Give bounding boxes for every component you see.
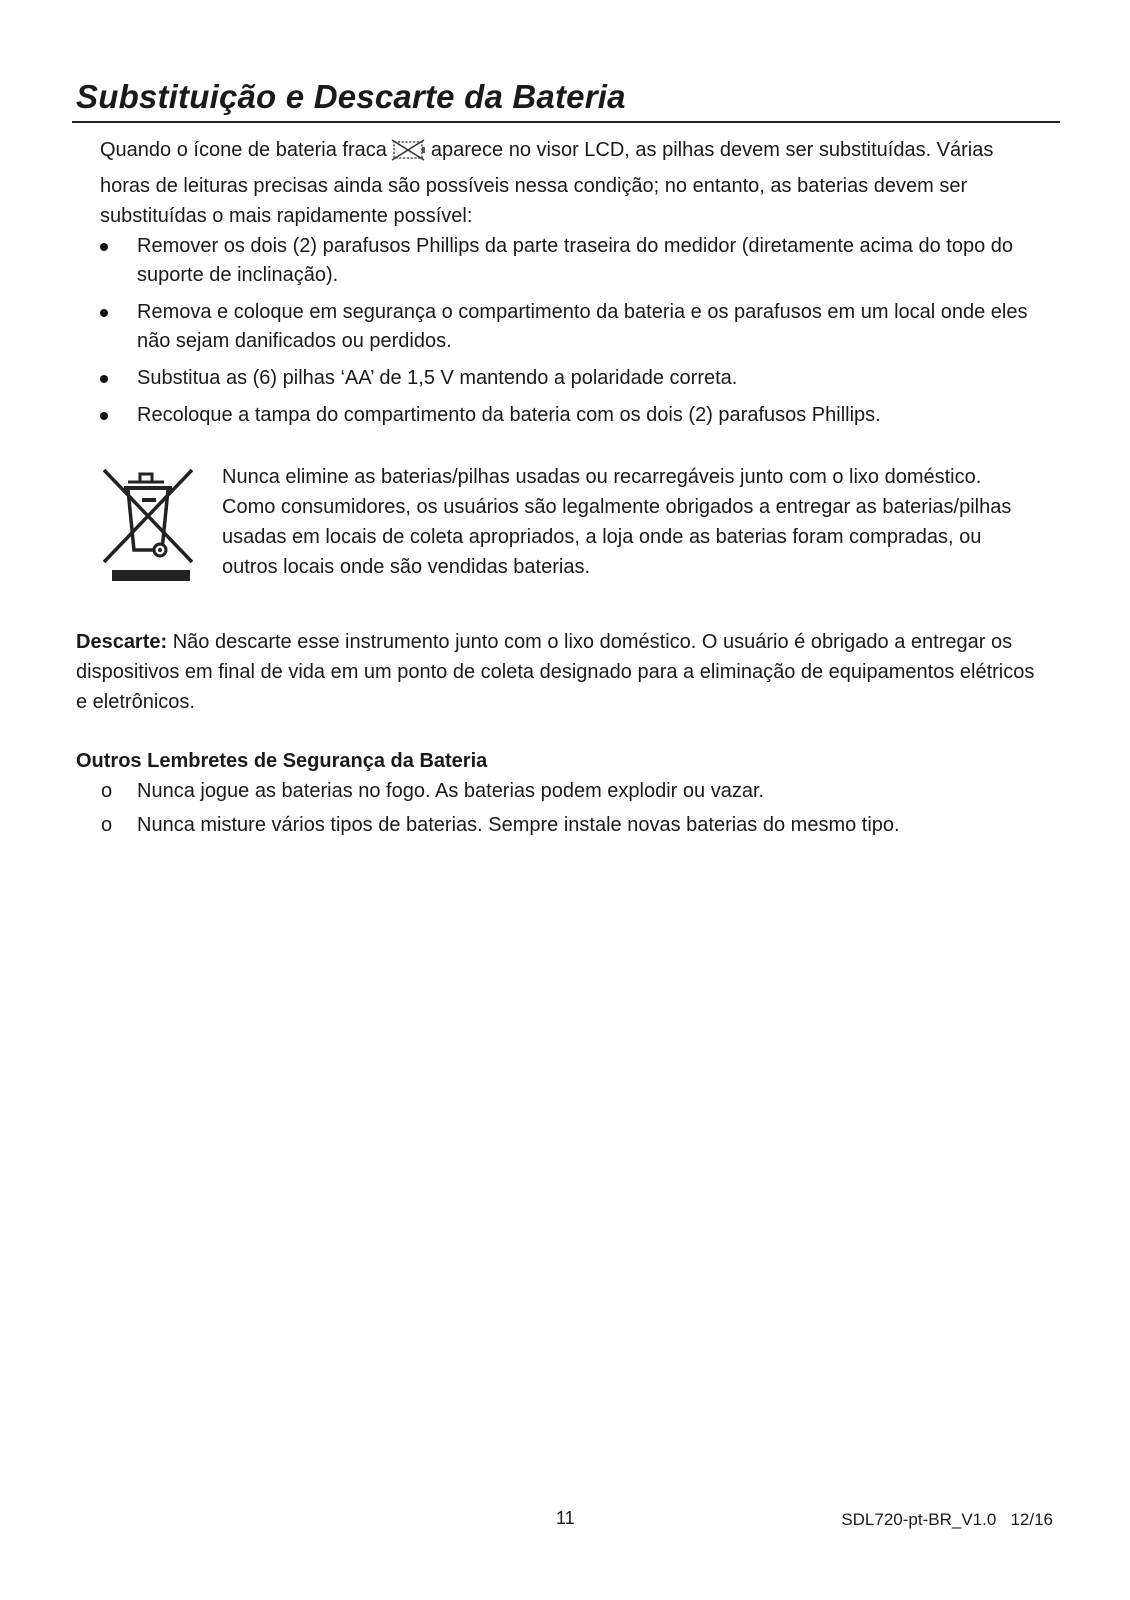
- notice-line: Como consumidores, os usuários são legalmente obrigados a entregar as baterias/pilhas usadas em locais de coleta apropriados, a loja onde as baterias foram compradas, ou outros locais onde são vendidas baterias.: [222, 496, 1012, 578]
- bullet-icon: [100, 243, 108, 251]
- disposal-text: Não descarte esse instrumento junto com o lixo doméstico. O usuário é obrigado a entregar os dispositivos em final de vida em um ponto de coleta designado para a eliminação de equipamentos elétricos e eletrônicos.: [76, 631, 1035, 713]
- list-item: [100, 298, 1045, 356]
- disposal-label: Descarte:: [76, 631, 168, 653]
- step-text: Remova e coloque em segurança o compartimento da bateria e os parafusos em um local onde eles não sejam danificados ou perdidos.: [137, 301, 1028, 352]
- safety-heading: Outros Lembretes de Segurança da Bateria: [76, 750, 488, 772]
- list-item: [100, 232, 1045, 290]
- document-code: SDL720-pt-BR_V1.0 12/16: [841, 1510, 1053, 1529]
- safety-list: [100, 776, 1045, 844]
- step-text: Substitua as (6) pilhas ‘AA’ de 1,5 V mantendo a polaridade correta.: [137, 367, 738, 389]
- circle-bullet-icon: o: [101, 780, 113, 802]
- step-text: Recoloque a tampa do compartimento da bateria com os dois (2) parafusos Phillips.: [137, 404, 881, 426]
- low-battery-icon: [391, 138, 427, 171]
- disposal-paragraph: [76, 627, 1046, 717]
- replacement-steps-list: [100, 232, 1045, 438]
- intro-text-before-icon: Quando o ícone de bateria fraca: [100, 139, 387, 161]
- circle-bullet-icon: o: [101, 814, 113, 836]
- intro-paragraph: [100, 135, 1040, 231]
- title-underline: [72, 121, 1060, 123]
- safety-text: Nunca misture vários tipos de baterias. Sempre instale novas baterias do mesmo tipo.: [137, 814, 900, 836]
- list-item: [100, 810, 1045, 840]
- bullet-icon: [100, 309, 108, 317]
- notice-line: Nunca elimine as baterias/pilhas usadas ou recarregáveis junto com o lixo doméstico.: [222, 466, 982, 488]
- step-text: Remover os dois (2) parafusos Phillips da parte traseira do medidor (diretamente acima do topo do suporte de inclinação).: [137, 235, 1013, 286]
- safety-text: Nunca jogue as baterias no fogo. As baterias podem explodir ou vazar.: [137, 780, 765, 802]
- crossed-out-wheelie-bin-icon: [102, 468, 198, 586]
- list-item: [100, 401, 1045, 430]
- page-title: Substituição e Descarte da Bateria: [76, 78, 626, 115]
- bullet-icon: [100, 412, 108, 420]
- intro-text-after-icon: aparece no visor LCD, as pilhas devem ser substituídas. Várias horas de leituras precisas ainda são possíveis nessa condição; no entanto, as baterias devem ser substituídas o mais rapidamente possível:: [100, 139, 994, 227]
- page-number: 11: [556, 1508, 575, 1528]
- list-item: [100, 776, 1045, 806]
- bullet-icon: [100, 375, 108, 383]
- battery-disposal-notice: [222, 462, 1022, 582]
- list-item: [100, 364, 1045, 393]
